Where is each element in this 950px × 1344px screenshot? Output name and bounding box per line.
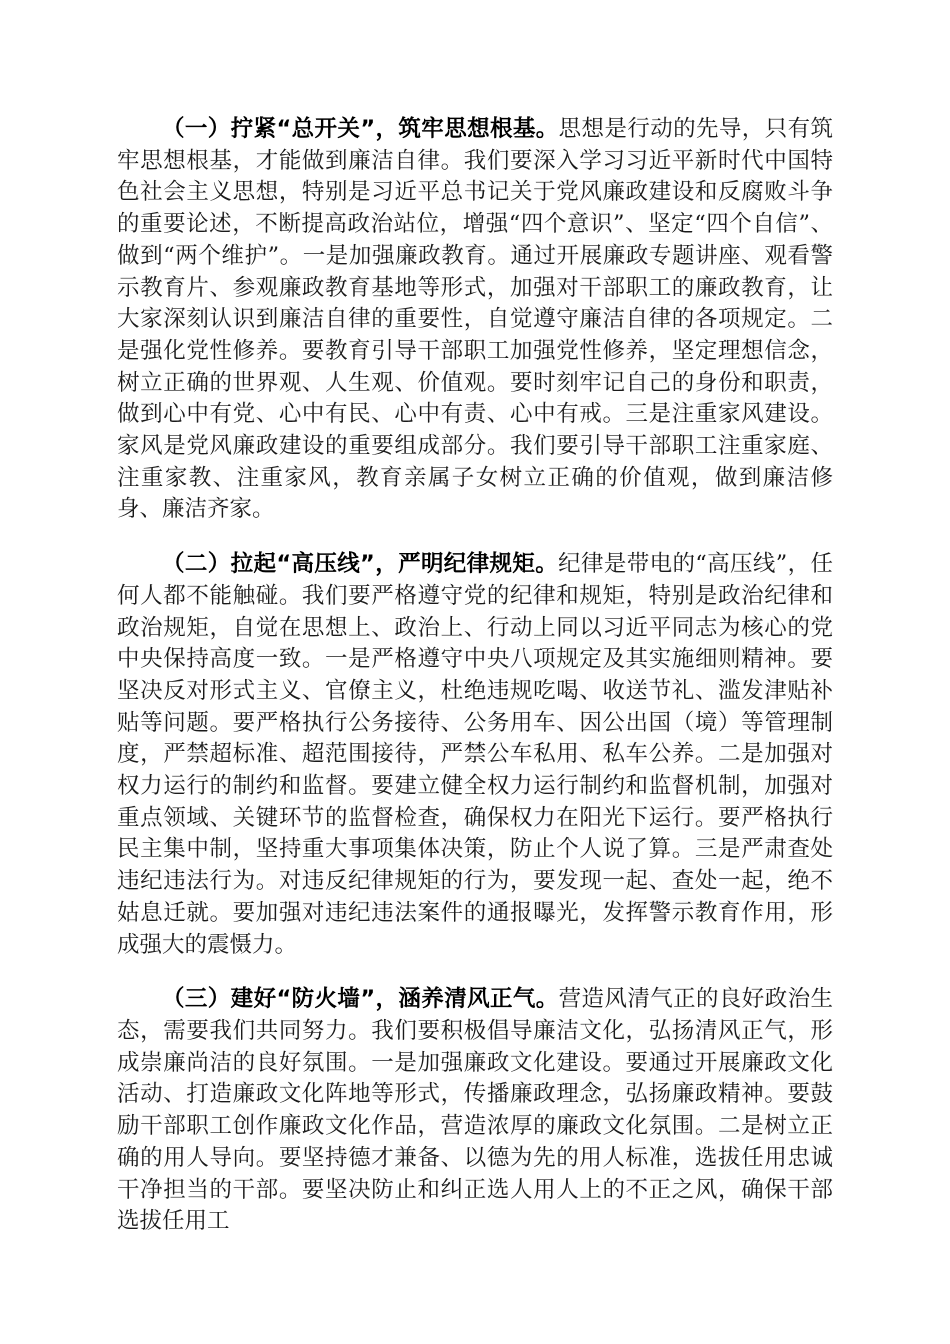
section-paragraph-2: [117, 549, 833, 961]
section-body-1: 思想是行动的先导，只有筑牢思想根基，才能做到廉洁自律。我们要深入学习习近平新时代中国特色社会主义思想，特别是习近平总书记关于党风廉政建设和反腐败斗争的重要论述，不断提高政治站位，增强“四个意识”、坚定“四个自信”、做到“两个维护”。一是加强廉政教育。通过开展廉政专题讲座、观看警示教育片、参观廉政教育基地等形式，加强对干部职工的廉政教育，让大家深刻认识到廉洁自律的重要性，自觉遵守廉洁自律的各项规定。二是强化党性修养。要教育引导干部职工加强党性修养，坚定理想信念，树立正确的世界观、人生观、价值观。要时刻牢记自己的身份和职责，做到心中有党、心中有民、心中有责、心中有戒。三是注重家风建设。家风是党风廉政建设的重要组成部分。我们要引导干部职工注重家庭、注重家教、注重家风，教育亲属子女树立正确的价值观，做到廉洁修身、廉洁齐家。: [117, 116, 833, 523]
section-body-2: 纪律是带电的“高压线”，任何人都不能触碰。我们要严格遵守党的纪律和规矩，特别是政治纪律和政治规矩，自觉在思想上、政治上、行动上同以习近平同志为核心的党中央保持高度一致。一是严格遵守中央八项规定及其实施细则精神。要坚决反对形式主义、官僚主义，杜绝违规吃喝、收送节礼、滥发津贴补贴等问题。要严格执行公务接待、公务用车、因公出国（境）等管理制度，严禁超标准、超范围接待，严禁公车私用、私车公养。二是加强对权力运行的制约和监督。要建立健全权力运行制约和监督机制，加强对重点领域、关键环节的监督检查，确保权力在阳光下运行。要严格执行民主集中制，坚持重大事项集体决策，防止个人说了算。三是严肃查处违纪违法行为。对违反纪律规矩的行为，要发现一起、查处一起，绝不姑息迁就。要加强对违纪违法案件的通报曝光，发挥警示教育作用，形成强大的震慑力。: [117, 551, 833, 958]
section-paragraph-3: [117, 984, 833, 1238]
section-body-3: 营造风清气正的良好政治生态，需要我们共同努力。我们要积极倡导廉洁文化，弘扬清风正气，形成崇廉尚洁的良好氛围。一是加强廉政文化建设。要通过开展廉政文化活动、打造廉政文化阵地等形式，传播廉政理念，弘扬廉政精神。要鼓励干部职工创作廉政文化作品，营造浓厚的廉政文化氛围。二是树立正确的用人导向。要坚持德才兼备、以德为先的用人标准，选拔任用忠诚干净担当的干部。要坚决防止和纠正选人用人上的不正之风，确保干部选拔任用工: [117, 986, 833, 1235]
section-heading-2: （二）拉起“高压线”，严明纪律规矩。: [162, 551, 559, 578]
section-paragraph-1: [117, 114, 833, 526]
section-heading-3: （三）建好“防火墙”，涵养清风正气。: [162, 986, 559, 1013]
section-heading-1: （一）拧紧“总开关”，筑牢思想根基。: [162, 116, 559, 142]
document-page: [117, 114, 833, 1261]
